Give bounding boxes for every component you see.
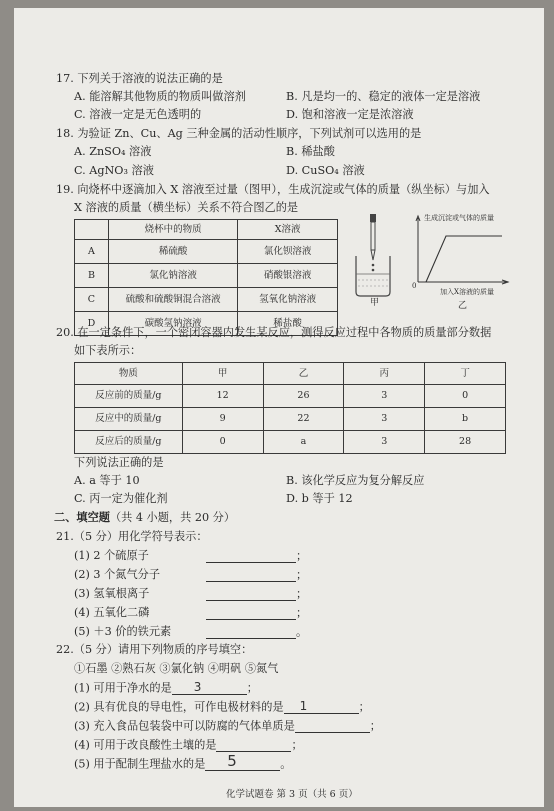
table-cell: 稀盐酸	[238, 312, 338, 336]
q17-option-c: C. 溶液一定是无色透明的	[74, 108, 202, 121]
q22-blank[interactable]	[172, 681, 247, 695]
table-cell: 碳酸氢钠溶液	[108, 312, 237, 336]
separator: 。	[296, 625, 308, 639]
table-cell: 反应后的质量/g	[75, 431, 183, 454]
table-cell: A	[75, 240, 109, 264]
q22-item-label: (3) 充入食品包装袋中可以防腐的气体单质是	[74, 719, 295, 733]
q20-header-cell: 乙	[263, 363, 344, 385]
q22-options: ①石墨 ②熟石灰 ③氯化钠 ④明矾 ⑤氮气	[74, 662, 279, 675]
handwritten-answer: 3	[193, 679, 202, 694]
q19-line-1: 19. 向烧杯中逐滴加入 X 溶液至过量（图甲），生成沉淀或气体的质量（纵坐标）与加入	[56, 183, 490, 196]
section-heading	[54, 511, 235, 524]
table-cell: 硝酸银溶液	[238, 264, 338, 288]
table-cell: 22	[263, 408, 344, 431]
table-row	[75, 288, 338, 312]
q22-blank[interactable]	[216, 738, 291, 752]
q20-table	[74, 362, 506, 454]
table-cell: 0	[182, 431, 263, 454]
q22-item-label: (1) 可用于净水的是	[74, 681, 172, 695]
q19-line-2: X 溶液的质量（横坐标）关系不符合图乙的是	[74, 201, 299, 214]
q22-blank[interactable]	[284, 700, 359, 714]
q21-blank[interactable]	[206, 568, 307, 582]
figure-b-origin: 0	[412, 282, 417, 290]
q20-option-a: A. a 等于 10	[74, 474, 140, 487]
table-cell: 氯化钡溶液	[238, 240, 338, 264]
q22-item	[74, 752, 292, 771]
q19-header-cell	[75, 220, 109, 240]
table-cell: D	[75, 312, 109, 336]
table-cell: C	[75, 288, 109, 312]
q22-item	[74, 738, 303, 752]
table-cell: 3	[344, 431, 425, 454]
table-cell: 26	[263, 385, 344, 408]
q21-item-label: (5) ＋3 价的铁元素	[74, 625, 172, 638]
q21-blank[interactable]	[206, 625, 307, 639]
q20-header-cell: 丁	[425, 363, 506, 385]
section-note: （共 4 小题，共 20 分）	[109, 511, 236, 524]
q21-item	[74, 606, 149, 619]
q20-header-cell: 物质	[75, 363, 183, 385]
q17-option-d: D. 饱和溶液一定是浓溶液	[286, 108, 414, 121]
q20-header-cell: 丙	[344, 363, 425, 385]
figure-b-graph	[412, 214, 510, 286]
table-row	[75, 240, 338, 264]
q18-option-d: D. CuSO₄ 溶液	[286, 164, 365, 177]
table-cell: 12	[182, 385, 263, 408]
separator: ；	[296, 587, 308, 601]
page-footer: 化学试题卷 第 3 页（共 6 页）	[226, 789, 358, 800]
section-title: 二、填空题	[54, 510, 110, 524]
q21-item-label: (2) 3 个氮气分子	[74, 568, 161, 581]
q22-stem: 22.（5 分）请用下列物质的序号填空：	[56, 643, 253, 656]
q17-option-b: B. 凡是均一的、稳定的液体一定是溶液	[286, 90, 481, 103]
table-row	[75, 431, 506, 454]
q19-table	[74, 219, 338, 336]
table-cell: 氯化钠溶液	[108, 264, 237, 288]
table-cell: 9	[182, 408, 263, 431]
table-cell: B	[75, 264, 109, 288]
table-cell: a	[263, 431, 344, 454]
q22-item-label: (2) 具有优良的导电性，可作电极材料的是	[74, 700, 284, 714]
separator: ；	[369, 719, 381, 733]
exam-page	[14, 8, 544, 807]
q22-item	[74, 681, 258, 695]
q21-item-label: (4) 五氧化二磷	[74, 606, 150, 619]
q20-stem: 下列说法正确的是	[74, 456, 164, 469]
separator: ；	[358, 700, 370, 714]
table-cell: 3	[344, 408, 425, 431]
q20-line-2: 如下表所示：	[74, 344, 142, 357]
separator: ；	[291, 738, 303, 752]
table-cell: 稀硫酸	[108, 240, 237, 264]
table-cell: 3	[344, 385, 425, 408]
separator: 。	[280, 757, 292, 771]
q21-item-label: (1) 2 个硫原子	[74, 549, 149, 562]
handwritten-answer: 1	[299, 698, 308, 713]
q17-option-a: A. 能溶解其他物质的物质叫做溶剂	[74, 90, 246, 103]
figure-b-ylabel: 生成沉淀或气体的质量	[424, 214, 494, 222]
table-cell: b	[425, 408, 506, 431]
beaker-dropper-figure	[348, 212, 400, 312]
q18-stem: 18. 为验证 Zn、Cu、Ag 三种金属的活动性顺序，下列试剂可以选用的是	[56, 127, 422, 140]
q21-item-label: (3) 氢氧根离子	[74, 587, 150, 600]
q19-header-cell: 烧杯中的物质	[108, 220, 237, 240]
q20-option-b: B. 该化学反应为复分解反应	[286, 474, 425, 487]
table-row	[75, 385, 506, 408]
separator: ；	[296, 568, 308, 582]
table-cell: 反应前的质量/g	[75, 385, 183, 408]
q22-item-label: (5) 用于配制生理盐水的是	[74, 757, 206, 771]
figure-b-xlabel: 加入X溶液的质量	[440, 288, 494, 296]
table-cell: 氢氧化钠溶液	[238, 288, 338, 312]
q22-item	[74, 700, 370, 714]
table-cell: 0	[425, 385, 506, 408]
q22-item	[74, 719, 381, 733]
q21-item	[74, 568, 160, 581]
table-cell: 反应中的质量/g	[75, 408, 183, 431]
q22-item-label: (4) 可用于改良酸性土壤的是	[74, 738, 217, 752]
handwritten-answer: 5	[227, 752, 237, 770]
table-row	[75, 264, 338, 288]
q21-item	[74, 625, 171, 638]
separator: ；	[296, 549, 308, 563]
figure-b-caption: 乙	[458, 301, 468, 311]
table-cell: 硫酸和硫酸铜混合溶液	[108, 288, 237, 312]
q20-option-c: C. 丙一定为催化剂	[74, 492, 168, 505]
q22-blank[interactable]	[295, 719, 370, 733]
q21-item	[74, 587, 149, 600]
q21-item	[74, 549, 149, 562]
q21-blank[interactable]	[206, 587, 307, 601]
q20-option-d: D. b 等于 12	[286, 492, 353, 505]
separator: ；	[246, 681, 258, 695]
q18-option-b: B. 稀盐酸	[286, 145, 335, 158]
q19-table-header	[75, 220, 338, 240]
figure-a-caption: 甲	[370, 298, 380, 308]
table-cell: 28	[425, 431, 506, 454]
table-row	[75, 408, 506, 431]
separator: ；	[296, 606, 308, 620]
q17-stem: 17. 下列关于溶液的说法正确的是	[56, 72, 223, 85]
q19-header-cell: X溶液	[238, 220, 338, 240]
q21-blank[interactable]	[206, 606, 307, 620]
q20-header-cell: 甲	[182, 363, 263, 385]
q18-option-a: A. ZnSO₄ 溶液	[74, 145, 152, 158]
q20-line-1: 20. 在一定条件下，一个密闭容器内发生某反应，测得反应过程中各物质的质量部分数据	[56, 326, 492, 339]
q21-stem: 21.（5 分）用化学符号表示：	[56, 530, 208, 543]
q18-option-c: C. AgNO₃ 溶液	[74, 164, 154, 177]
q21-blank[interactable]	[206, 549, 307, 563]
q22-blank[interactable]	[205, 752, 280, 771]
q20-table-header	[75, 363, 506, 385]
